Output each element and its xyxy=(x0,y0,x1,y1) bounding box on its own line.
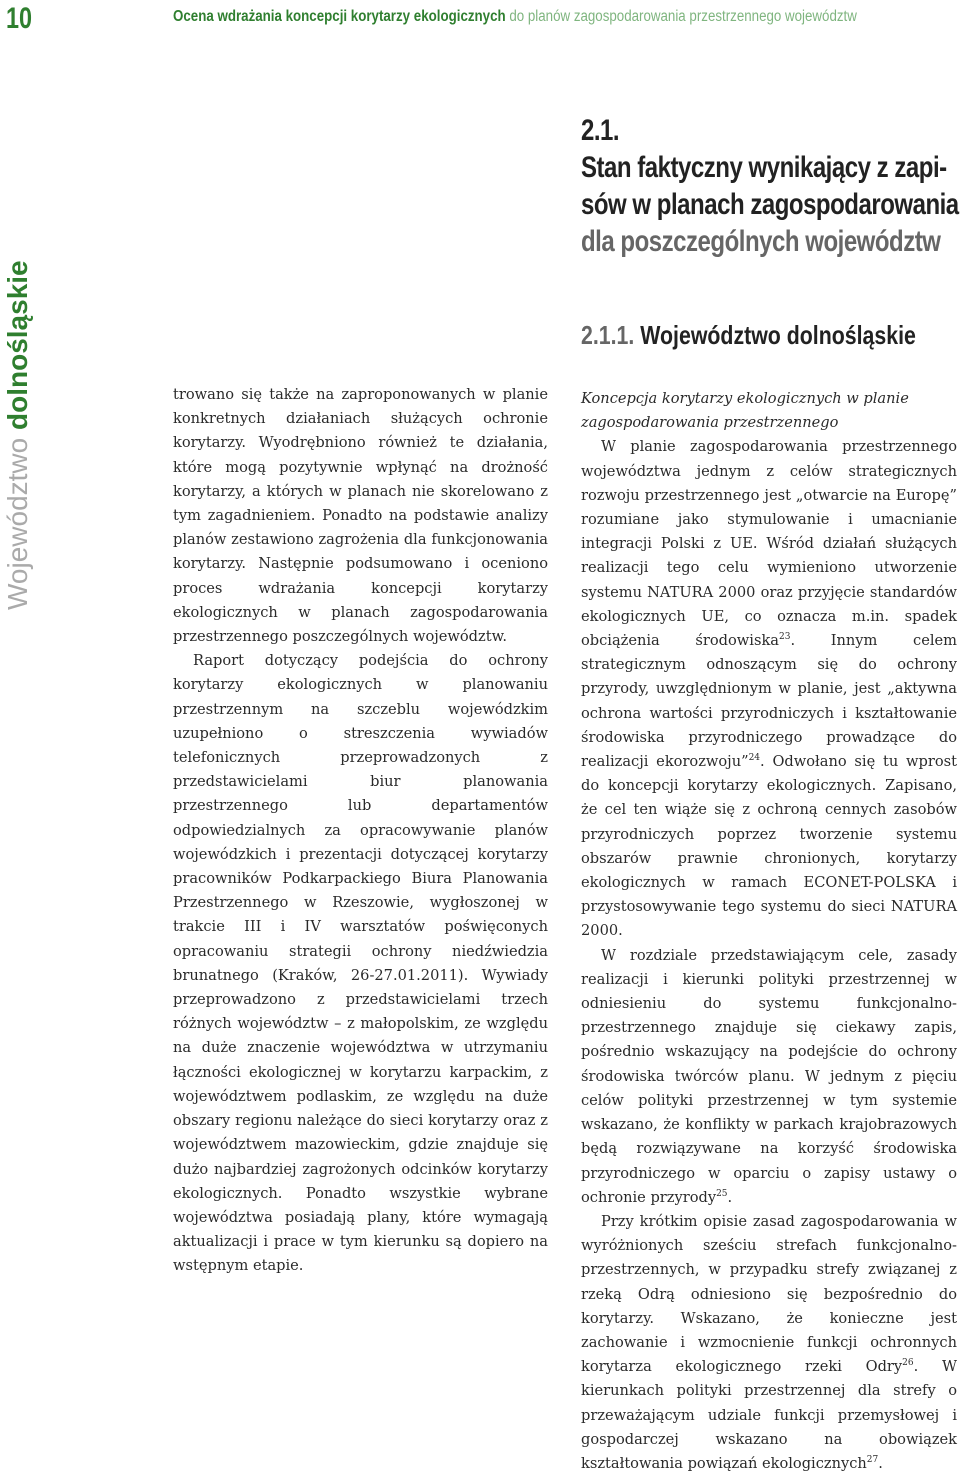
section-title-line-1: Stan faktyczny wynikający z zapi- xyxy=(581,151,947,184)
right-paragraph-3-part-a: Przy krótkim opisie zasad zagospodarowania w wyróżnionych sześciu strefach funkcjonalno-przestrzennych, w przypadku strefy związanej z rzeką Odrą odniesiono się bezpośrednio do korytarzy. Wskazano, że konieczne jest zachowanie i wzmocnienie funkcji ochronnych korytarza ekologicznego rzeki Odry xyxy=(581,1212,957,1376)
side-tab xyxy=(0,260,36,610)
right-paragraph-1 xyxy=(581,435,957,943)
page-number: 10 xyxy=(6,2,33,35)
right-column-heading: Koncepcja korytarzy ekologicznych w planie zagospodarowania przestrzennego xyxy=(581,390,909,432)
right-paragraph-3-part-c: . xyxy=(878,1454,883,1472)
subsection-number: 2.1.1. xyxy=(581,320,635,350)
subsection-title: Województwo dolnośląskie xyxy=(640,320,916,350)
right-paragraph-1-part-a: W planie zagospodarowania przestrzennego województwa jednym z celów strategicznych rozwoju przestrzennego jest „otwarcie na Europę” rozumiane jako stymulowanie i umacnianie integracji Polski z UE. Wśród działań służących realizacji tego celu wymieniono utworzenie systemu NATURA 2000 oraz przyjęcie standardów ekologicznych UE, co oznacza m.in. spadek obciążenia środowiska xyxy=(581,438,957,650)
footnote-ref-24: 24 xyxy=(748,753,761,764)
section-heading xyxy=(581,112,959,260)
right-column xyxy=(581,387,957,1476)
footnote-ref-27: 27 xyxy=(866,1455,879,1466)
right-paragraph-3-part-b: . W kierunkach polityki przestrzennej dla strefy o przeważającym udziale funkcji przemysłowej i gospodarczej wskazano na obowiązek kształtowania powiązań ekologicznych xyxy=(581,1358,958,1472)
left-column xyxy=(173,383,548,1279)
footnote-ref-26: 26 xyxy=(902,1358,914,1369)
side-tab-light: Województwo xyxy=(2,437,33,610)
side-tab-label xyxy=(0,260,36,610)
running-title-light: do planów zagospodarowania przestrzennego województw xyxy=(509,8,857,25)
right-paragraph-1-part-b: . Innym celem strategicznym odnoszącym się do ochrony przyrody, uwzględnionym w planie, jest „aktywna ochrona wartości przyrodniczych i kształtowanie środowiska przyrodniczego prowadzące do realizacji ekorozwoju” xyxy=(581,632,957,771)
running-header xyxy=(0,0,960,40)
left-paragraph-1: trowano się także na zaproponowanych w planie konkretnych działaniach służących ochronie korytarzy. Wyodrębniono również te działania, które mogą pozytywnie wpłynąć na drożność korytarzy, a których w planach nie skorelowano z tym zagadnieniem. Ponadto na podstawie analizy planów zestawiono zagrożenia dla funkcjonowania korytarzy. Następnie podsumowano i oceniono proces wdrażania koncepcji korytarzy ekologicznych w planach zagospodarowania przestrzennego poszczególnych województw. xyxy=(173,386,548,646)
side-tab-strong: dolnośląskie xyxy=(2,260,33,430)
footnote-ref-23: 23 xyxy=(779,632,791,643)
subsection-heading xyxy=(581,320,916,351)
section-title-line-2: sów w planach zagospodarowania xyxy=(581,188,959,221)
running-title xyxy=(173,8,857,26)
left-paragraph-2: Raport dotyczący podejścia do ochrony korytarzy ekologicznych w planowaniu przestrzennym na szczeblu wojewódzkim uzupełniono o streszczenia wywiadów telefonicznych przeprowadzonych z przedstawicielami biur planowania przestrzennego lub departamentów odpowiedzialnych za opracowywanie planów wojewódzkich i prezentacji dotyczącej korytarzy pracowników Podkarpackiego Biura Planowania Przestrzennego w Rzeszowie, wygłoszonej w trakcie III i IV warsztatów poświęconych opracowaniu strategii ochrony niedźwiedzia brunatnego (Kraków, 26-27.01.2011). Wywiady przeprowadzono z przedstawicielami trzech różnych województw – z małopolskim, ze względu na duże znaczenie województwa w utrzymaniu łączności ekologicznej w korytarzu karpackim, z województwem podlaskim, ze względu na duże obszary regionu należące do sieci korytarzy oraz z województwem mazowieckim, gdzie znajduje się dużo najbardziej zagrożonych odcinków korytarzy ekologicznych. Ponadto wszystkie wybrane województwa posiadają plany, które wymagają aktualizacji i prace w tym kierunku są dopiero na wstępnym etapie. xyxy=(173,652,548,1275)
right-paragraph-2-part-b: . xyxy=(727,1188,733,1206)
footnote-ref-25: 25 xyxy=(716,1188,728,1199)
section-title-line-3: dla poszczególnych województw xyxy=(581,225,941,258)
right-paragraph-1-part-c: . Odwołano się tu wprost do koncepcji korytarzy ekologicznych. Zapisano, że cel ten wiąże się z ochroną cennych zasobów przyrodniczych poprzez tworzenie systemu obszarów prawnie chronionych, korytarzy ekologicznych w ramach ECONET-POLSKA i przystosowywanie tego systemu do sieci NATURA 2000. xyxy=(581,753,957,940)
right-paragraph-3 xyxy=(581,1210,957,1476)
right-paragraph-2 xyxy=(581,944,957,1210)
section-number: 2.1. xyxy=(581,114,620,147)
right-paragraph-2-part-a: W rozdziale przedstawiającym cele, zasady realizacji i kierunki polityki przestrzennej w odniesieniu do systemu funkcjonalno-przestrzennego znajduje się ciekawy zapis, pośrednio wskazujący na podejście do ochrony środowiska twórców planu. W jednym z pięciu celów polityki przestrzennej w tym systemie wskazano, że konflikty w parkach krajobrazowych będą rozwiązywane na korzyść środowiska przyrodniczego w oparciu o zapisy ustawy o ochronie przyrody xyxy=(581,946,957,1206)
running-title-strong: Ocena wdrażania koncepcji korytarzy ekologicznych xyxy=(173,8,506,25)
